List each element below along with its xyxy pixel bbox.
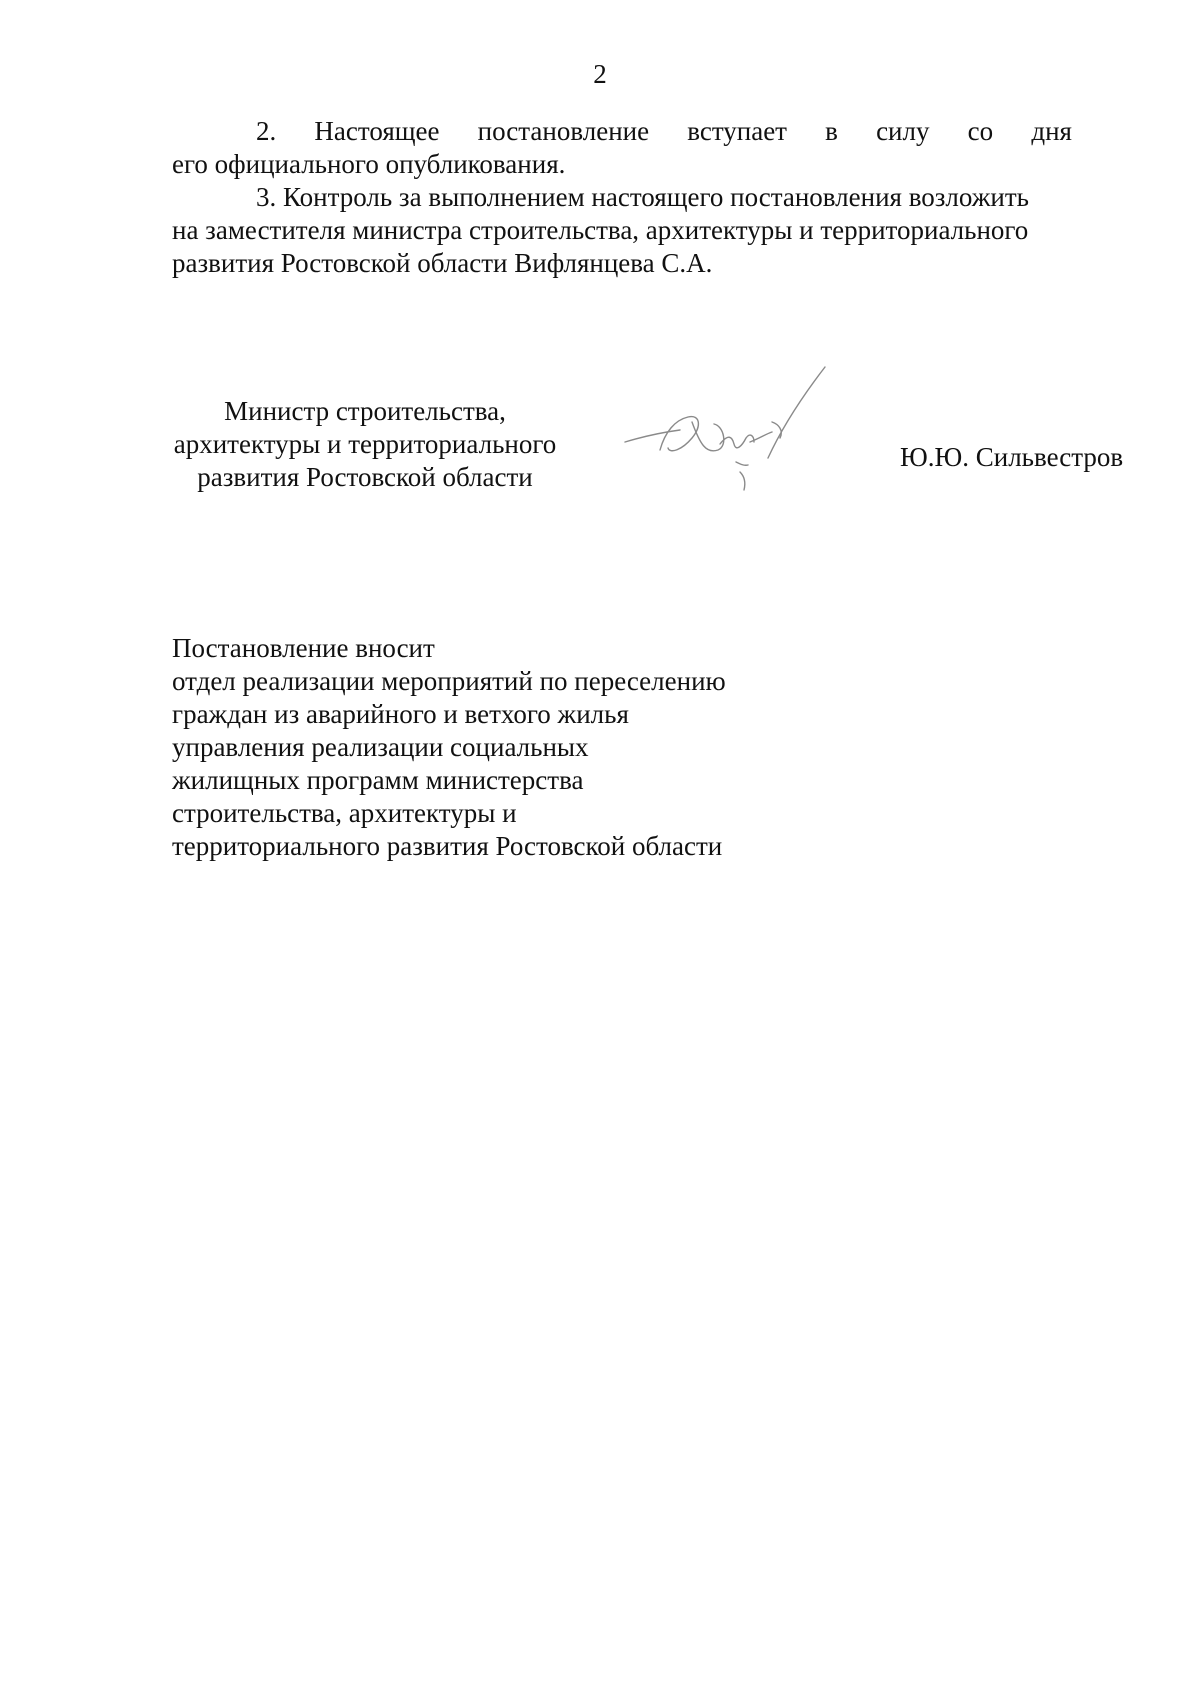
submitted-by-line: территориального развития Ростовской области [172, 831, 723, 861]
signatory-title [150, 395, 580, 494]
paragraph-2-word: в [825, 116, 838, 146]
paragraph-3-line-3: развития Ростовской области Вифлянцева С.А. [172, 248, 713, 278]
paragraph-2-word: со [967, 116, 994, 146]
signature-stroke [720, 435, 754, 448]
paragraph-2-word: постановление [477, 116, 650, 146]
paragraph-2-word: 2. [256, 116, 277, 146]
paragraph-2-word: дня [1031, 116, 1072, 146]
submitted-by-line: строительства, архитектуры и [172, 798, 517, 828]
submitted-by-line: отдел реализации мероприятий по переселению [172, 666, 726, 696]
handwritten-signature [620, 362, 840, 502]
signatory-title-line: развития Ростовской области [197, 462, 533, 492]
paragraph-2-continuation: его официального опубликования. [172, 149, 566, 179]
signer-name: Ю.Ю. Сильвестров [900, 442, 1124, 472]
submitted-by-note [172, 632, 872, 863]
signature-stroke [625, 430, 680, 442]
paragraph-3-line-1: 3. Контроль за выполнением настоящего постановления возложить [256, 182, 1029, 212]
submitted-by-line: граждан из аварийного и ветхого жилья [172, 699, 629, 729]
paragraph-2-first-line [172, 115, 1072, 148]
paragraph-2-word: Настоящее [314, 116, 440, 146]
signature-stroke [768, 367, 825, 458]
submitted-by-line: Постановление вносит [172, 633, 435, 663]
paragraph-2-word: силу [876, 116, 930, 146]
page-number: 2 [593, 59, 607, 89]
signature-stroke [660, 417, 698, 451]
signatory-title-line: архитектуры и территориального [173, 429, 557, 459]
submitted-by-line: управления реализации социальных [172, 732, 589, 762]
submitted-by-line: жилищных программ министерства [172, 765, 584, 795]
document-body [172, 115, 1072, 280]
paragraph-3-line-2: на заместителя министра строительства, архитектуры и территориального [172, 215, 1029, 245]
signature-stroke [692, 422, 724, 451]
paragraph-2-word: вступает [687, 116, 787, 146]
signature-stroke [740, 472, 745, 490]
signature-stroke [736, 462, 748, 465]
signatory-title-line: Министр строительства, [224, 396, 506, 426]
